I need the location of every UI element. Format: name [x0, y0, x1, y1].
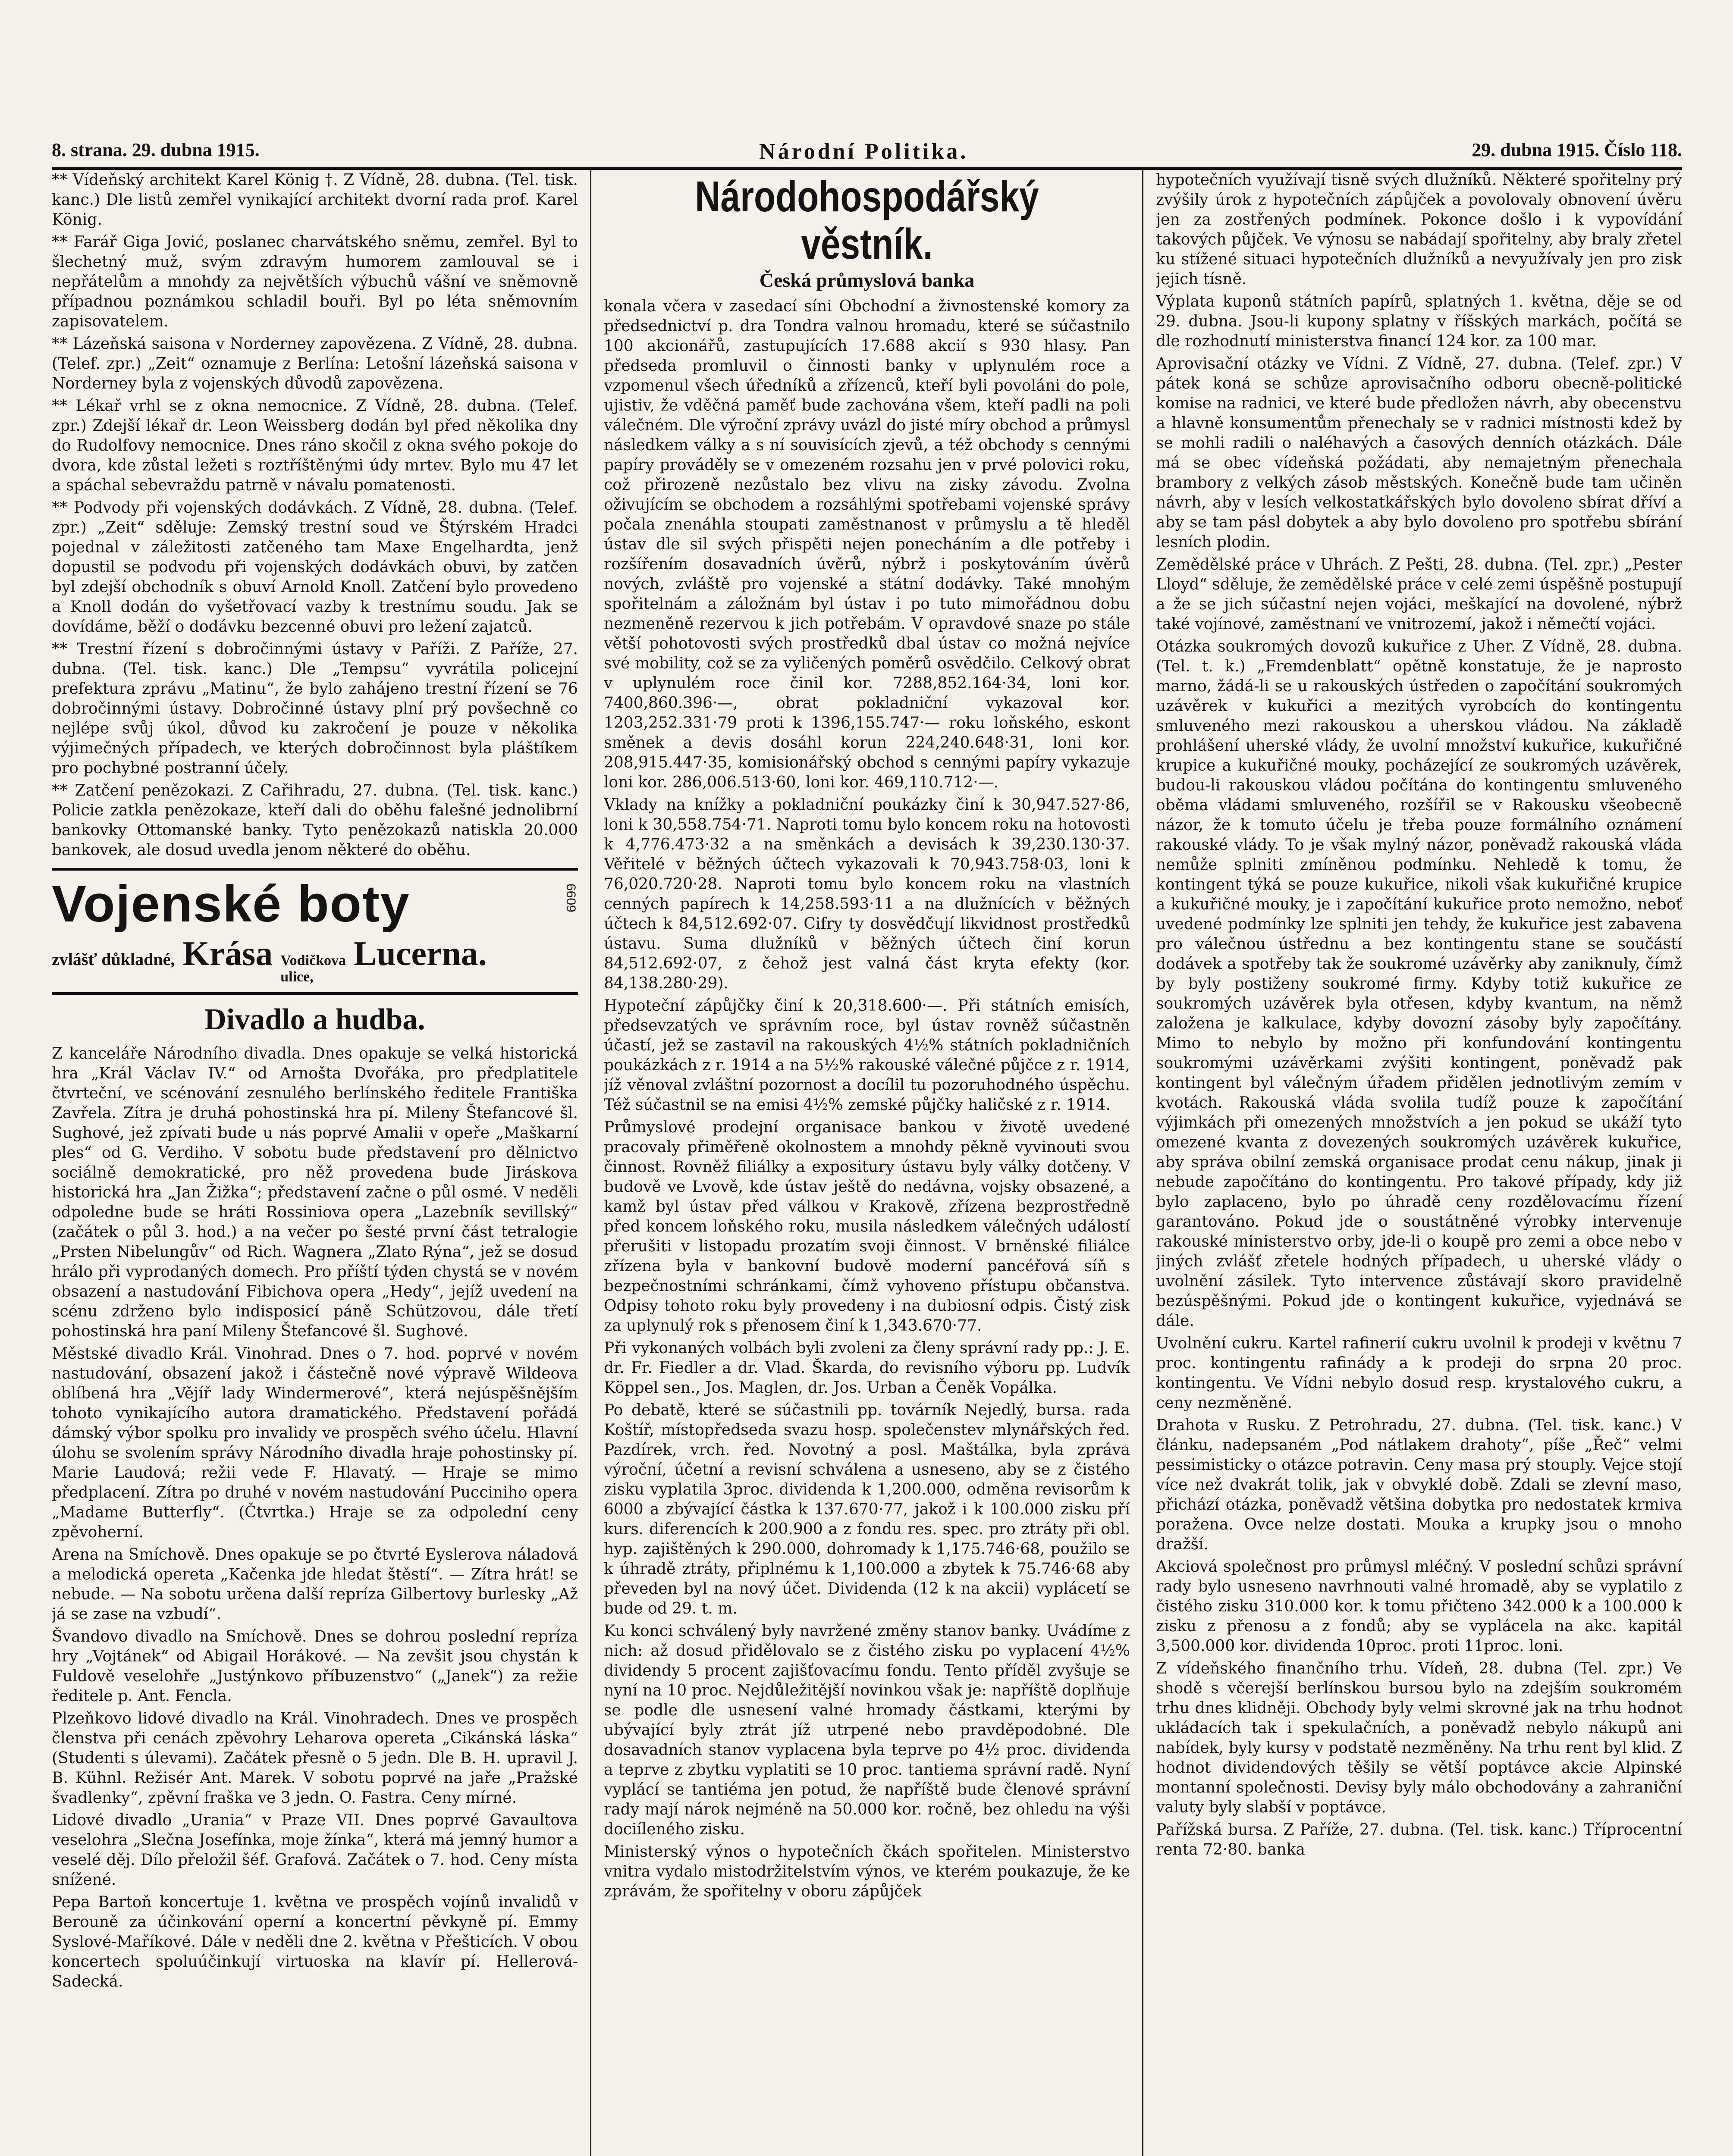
news-item: Otázka soukromých dovozů kukuřice z Uher. Z Vídně, 28. dubna. (Tel. t. k.) „Fremdenblatt“ opětně konstatuje, že je naprosto marno, žádá-li se u rakouských ústředen o započítání soukromých uzávěrek v kukuřici a mezitých vyrobcích do kontingentu smluveného mezi rakouskou a uherskou vládou. Na základě prohlášení uherské vlády, že uvolní množství kukuřice, kukuřičné krupice a kukuřičné mouky, pocházející ze soukromých uzávěrek, budou-li rakouskou vládou počítána do kontingentu smluveného oběma vládami smluveného, rozšířil se v Rakousku všeobecně názor, že k tomuto účelu je třeba pouze formálního oznámení rakouské vlády. To je však mylný názor, poněvadž rakouská vláda nemůže splniti zmíněnou podmínku. Nehledě k tomu, že kontingent týká se pouze kukuřice, nikoli však kukuřičné krupice a kukuřičné mouky, je i započítání kukuřice proto nemožno, neboť uvedené podmínky lze splniti jen tehdy, že kukuřice jest zabavena pro válečnou ústřednu a bez kontingentu stane se součástí dodávek a spotřeby tak že soukromé uzávěrky aby zaniknuly, čímž by byly postiženy soukromé firmy. Kdyby totiž kukuřice ze soukromých uzávěrek byla otřesen, kdyby kvantum, na němž založena je kalkulace, kdyby dovozní zásoby byly započítány. Mimo to nebylo by možno při konfundování kontingentu soukromými uzávěrkami zvýšiti kontingent, poněvadž pak kontingent byl válečným úřadem přidělen jednotlivým zemím v kvotách. Rakouská vláda svolila tudíž pouze k započítání výjimkách při omezených množstvích a jen pokud se ukáží tyto omezené kvanta z dovezených soukromých uzávěrek kukuřice, aby správa obilní zemská organisace prodat cenu nákup, jinak ji nebude započítáno do kontingentu. Pro takové případy, kdy již bylo zaplaceno, bylo po úhradě ceny rozdělovacímu řízení garantováno. Pokud jde o soustátněné výrobky intervenuje rakouské ministerstvo orby, jde-li o koupě pro zemi a obce nebo v jiných zvlášť zřetele hodných případech, u uherské vlády o uvolnění zásilek. Tyto intervence zůstávají skoro pravidelně bezúspěšnými. Pokud jde o kontingent kukuřice, vyjednává se dále. [1156, 638, 1682, 1330]
header-issue-number: 29. dubna 1915. Číslo 118. [1472, 139, 1682, 160]
ad-brand: Krása [182, 935, 273, 973]
article-paragraph: konala včera v zasedací síni Obchodní a živnostenské komory za předsednictví p. dra Tondra valnou hromadu, které se súčastnilo 100 akcionářů, zastupujících 17.688 akcií s 930 hlasy. Pan předseda promluvil o činnosti banky v uplynulém roce a vzpomenul všech úředníků a zřízenců, kteří byli povoláni do pole, ujistiv, že vděčná paměť bude zachována všem, kteří padli na poli válečném. Dle výroční zprávy uvázl do jisté míry obchod a průmysl následkem války a s ní souvisících zjevů, a též obchody s cennými papíry prováděly se v omezeném rozsahu jen v prvé polovici roku, což přirozeně nezůstalo bez vlivu na zisky závodu. Zvolna oživujícím se obchodem a rozsáhlými spotřebami vojenské správy počala znenáhla stoupati zaměstnanost v průmyslu a tě hleděl ústav dle sil svých přispěti nejen ponecháním a dle potřeby i rozšířením dosavadních úvěrů, nýbrž i poskytováním úvěrů nových, zvláště pro vojenské a státní dodávky. Také mnohým spořitelnám a záložnám byl ústav i po tuto mimořádnou dobu nezmeněně rezervou k jich potřebám. V opravdové snaze po stále větší pohotovosti svých prostředků dbal ústav co možná nejvíce své mobility, což se za vyličených poměrů osvědčilo. Celkový obrat v uplynulém roce činil kor. 7288,852.164·34, loni kor. 7400,860.396·—, obrat pokladniční vykazoval kor. 1203,252.331·79 proti k 1396,155.747·— roku loňského, eskont směnek a devis dosáhl korun 224,240.648·31, loni kor. 208,915.447·35, komisionářský obchod s cennými papíry vykazuje loni kor. 286,006.513·60, loni kor. 469,110.712·—. [604, 298, 1130, 791]
news-item: ** Farář Giga Jović, poslanec charvátského sněmu, zemřel. Byl to šlechetný muž, svým zdravým humorem zamlouval se i nepřátelům a mnohdy za největších výbuchů vášní ve sněmovně případnou poznámkou schladil bouři. Byl po léta sněmovním zapisovatelem. [52, 233, 578, 330]
article-paragraph: Průmyslové prodejní organisace bankou v životě uvedené pracovaly přiměřeně okolnostem a mnohdy pěkně vyvinouti svou činnost. Rovněž filiálky a expositury ústavu byly války dotčeny. V budově ve Lvově, kde ústav ještě do nedávna, vojsky obsazené, a kamž byl ústav před válkou v Krakově, zřízena bezprostředně před koncem loňského roku, musila následkem válečných událostí přerušiti v listopadu prozatím svoji činnost. V brněnské filiálce zřízena byla v bankovní budově moderní pancéřová síň s bezpečnostními schránkami, čímž vyhoveno přístupu občanstva. Odpisy tohoto roku byly provedeny i na dubiosní odpis. Čistý zisk za uplynulý rok s přenosem činí k 1,343.670·77. [604, 1119, 1130, 1335]
article-paragraph: Po debatě, které se súčastnili pp. továrník Nejedlý, bursa. rada Koštíř, místopředseda svazu hosp. společenstev mlynářských řed. Pazdírek, vrch. řed. Novotný a posl. Maštálka, byla zpráva výroční, účetní a revisní schválena a usneseno, aby se z čistého zisku vyplatila 3proc. dividenda k 1,200.000, odměna revisorům k 6000 a zbývající částka k 137.670·77, jakož i k 100.000 zisku pří kurs. diferencích k 200.900 a z fondu res. spec. pro ztráty při obl. hyp. zajištěných k 290.000, dohromady k 1,175.746·68, použilo se k úhradě ztráty, připlnému k 1,100.000 a zbytek k 75.746·68 aby převeden byl na nový účet. Dividenda (12 k na akcii) vyplácetí se bude od 29. t. m. [604, 1401, 1130, 1617]
theatre-item: Plzeňkovo lidové divadlo na Král. Vinohradech. Dnes ve prospěch členstva při cenách zpěvohry Leharova opereta „Cikánská láska“ (Studenti s úlevami). Začátek přesně o 5 jedn. Dle B. H. upravil J. B. Kühnl. Režisér Ant. Marek. V sobotu poprvé na jaře „Pražské švadlenky“, zpěvní fraška ve 3 jedn. O. Fastra. Ceny mírné. [52, 1710, 578, 1807]
news-item: Uvolnění cukru. Kartel rafinerií cukru uvolnil k prodeji v květnu 7 proc. kontingentu rafinády a k prodeji do srpna 20 proc. kontingentu. Ve Vídni nebylo dosud resp. krystalového cukru, a ceny nezměněné. [1156, 1335, 1682, 1412]
ad-title: Vojenské boty [52, 875, 410, 933]
theatre-item: Městské divadlo Král. Vinohrad. Dnes o 7. hod. poprvé v novém nastudování, obsazení jakož i částečně nové výpravě Wildeova oblíbená hra „Vějíř lady Windermerové“, která nejúspěšnějším tohoto vynikajícího autora dramatického. Představení pořádá dámský výbor spolku pro invalidy ve prospěch svého účelu. Hlavní úlohu se svolením správy Národního divadla hraje pohostinsky pí. Marie Laudová; režii vede F. Hlavatý. — Hraje se mimo předplacení. Zítra po druhé v novém nastudování Pucciniho opera „Madame Butterfly“. (Čtvrtka.) Hraje se za odpolední ceny zpěvoherní. [52, 1345, 578, 1541]
header-page-date: 8. strana. 29. dubna 1915. [52, 139, 260, 160]
ad-street: Vodičkova ulice, [280, 953, 346, 985]
news-item: ** Lékař vrhl se z okna nemocnice. Z Vídně, 28. dubna. (Telef. zpr.) Zdejší lékař dr. Leon Weissberg dodán byl před několika dny do Rudolfovy nemocnice. Dnes ráno skočil z okna svého pokoje do dvora, kde zůstal ležeti s roztříštěnými údy mrtev. Bylo mu 47 let a spáchal sebevraždu patrně v návalu pomatenosti. [52, 397, 578, 494]
news-item: Pařížská bursa. Z Paříže, 27. dubna. (Tel. tisk. kanc.) Tříprocentní renta 72·80. banka [1156, 1821, 1682, 1858]
column-separator [590, 170, 591, 2156]
ad-code: 6609 [564, 884, 578, 912]
theatre-item: Z kanceláře Národního divadla. Dnes opakuje se velká historická hra „Král Václav IV.“ od Arnošta Dvořáka, pro předplatitele čtvrteční, ve scénování zesnulého berlínského ředitele Františka Zavřela. Zítra je druhá pohostinská hra pí. Mileny Štefancové šl. Sughové, jež zpívati bude u nás poprvé Amalii v opeře „Maškarní ples“ od G. Verdiho. V sobotu bude představení pro dělnictvo sociálně demokratické, pro něž provedena bude Jiráskova historická hra „Jan Žižka“; představení začne o půl osmé. V neděli odpoledne bude se hráti Rossiniova opera „Lazebník sevillský“ (začátek o půl 3. hod.) a na večer po šesté první část tetralogie „Prsten Nibelungův“ od Rich. Wagnera „Zlato Rýna“, jež se dosud hrálo při vyprodaných domech. Pro příští týden chystá se v novém obsazení a nastudování Fibichova opera „Hedy“, jejíž uvedení na scénu zdrženo bylo indisposicí páně Schützovou, dále třetí pohostinská hra paní Mileny Štefancové šl. Sughové. [52, 1045, 578, 1340]
article-paragraph: Při vykonaných volbách byli zvoleni za členy správní rady pp.: J. E. dr. Fr. Fiedler a dr. Vlad. Škarda, do revisního výboru pp. Ludvík Köppel sen., Jos. Maglen, dr. Jos. Urban a Čeněk Vopálka. [604, 1339, 1130, 1397]
column-2 [604, 170, 1130, 2156]
column-1 [52, 170, 578, 2156]
news-item: Akciová společnost pro průmysl mléčný. V poslední schůzi správní rady bylo usneseno navrhnouti valné hromadě, aby se vyplatilo z čistého zisku 310.000 kor. k tomu přičteno 342.000 k a 100.000 k zisku z přenosu a z fondů; aby se vyplácela na akc. kapitál 3,500.000 kor. dividenda 10proc. proti 11proc. loni. [1156, 1558, 1682, 1655]
news-item: ** Podvody při vojenských dodávkách. Z Vídně, 28. dubna. (Telef. zpr.) „Zeit“ sděluje: Zemský trestní soud ve Štýrském Hradci pojednal v záležitosti zatčeného tam Maxe Engelhardta, jenž dopustil se podvodu při vojenských dodávkách obuvi, by zatčen byl zdejší obchodník s obuví Arnold Knoll. Zatčení bylo provedeno a Knoll dodán do vyšetřovací vazby k trestnímu soudu. Jak se dovídáme, běží o dodávku bezcenné obuvi pro ležení zajatců. [52, 499, 578, 636]
theatre-item: Pepa Bartoň koncertuje 1. května ve prospěch vojínů invalidů v Berouně za účinkování operní a koncertní pěvkyně pí. Emmy Syslové-Maříkové. Dále v neděli dne 2. května v Přešticích. V obou koncertech spoluúčinkují virtuoska na klavír pí. Hellerová-Sadecká. [52, 1893, 578, 1990]
article-paragraph: Ku konci schválený byly navržené změny stanov banky. Uvádíme z nich: až dosud přidělovalo se z čistého zisku po vyplacení 4½% dividendy 5 procent zajišťovacímu fondu. Tento příděl zvyšuje se nyní na 10 proc. Nejdůležitější novinkou však je: napříště doplňuje se podle dle usnesení valné hromady částkami, kterými by ubývající byly ztrát jíž utrpené nebo pravděpodobné. Dle dosavadních stanov vyplacena byla teprve po 4½ proc. dividenda a teprve z zbytku vyplatiti se 10 proc. tantiema správní radě. Nyní vyplácí se tantiéma jen potud, že napříště bude členové správní rady mají nárok nejméně na 50.000 kor. ročně, bez ohledu na výši dociíleného zisku. [604, 1622, 1130, 1838]
theatre-item: Švandovo divadlo na Smíchově. Dnes se dohrou poslední repríza hry „Vojtánek“ od Abigail Horákové. — Na zevšit jsou chystán k Fuldově veselohře „Justýnkovo příbuzenstvo“ („Janek“) za režie ředitele p. Ant. Fencla. [52, 1628, 578, 1705]
article-paragraph: Ministerský výnos o hypotečních čkách spořitelen. Ministerstvo vnitra vydalo mistodržitelstvím výnos, ve kterém poukazuje, že ke zprávám, že spořitelny v oboru zápůjček [604, 1843, 1130, 1900]
news-item: Aprovisační otázky ve Vídni. Z Vídně, 27. dubna. (Telef. zpr.) V pátek koná se schůze aprovisačního odboru obecně-politické komise na radnici, ve které bude předložen návrh, aby obecenstvu a hlavně konsumentům přenechaly se v radnici místnosti kdež by se mohli radili o naléhavých a časových denních otázkách. Dále má se obec vídeňská požádati, aby nemajetným přenechala brambory z velkých zásob městských. Konečně bude tam učiněn návrh, aby v lesích velkostatkářských bylo dovoleno sbírat dříví a aby se tam pásl dobytek a aby bylo dovoleno pro spotřebu sbírání lesních plodin. [1156, 355, 1682, 551]
ad-address [52, 934, 578, 985]
advertisement-boots [52, 868, 578, 995]
column-separator [1142, 170, 1143, 2156]
article-heading-bank: Česká průmyslová banka [759, 269, 975, 291]
news-item: Drahota v Rusku. Z Petrohradu, 27. dubna. (Tel. tisk. kanc.) V článku, nadepsaném „Pod nátlakem drahoty“, píše „Řeč“ velmi pessimisticky o otázce potravin. Ceny masa prý stouply. Vejce stojí více než dvakrát tolik, jak v obvyklé době. Zdali se zlevní maso, přichází otázka, poněvadž většina dobytka pro nedostatek krmiva poražena. Ovce nelze dostati. Mouka a krupky jsou o mnoho dražší. [1156, 1416, 1682, 1553]
page-header [52, 137, 1682, 170]
theatre-item: Arena na Smíchově. Dnes opakuje se po čtvrté Eyslerova náladová a melodická opereta „Kačenka jde hledat štěstí“. — Zítra hrát! se nebude. — Na sobotu určena další repríza Gilbertovy burlesky „Až já se zase na vzbudí“. [52, 1546, 578, 1623]
ad-prefix: zvlášť důkladné, [52, 950, 175, 969]
news-item: ** Trestní řízení s dobročinnými ústavy v Paříži. Z Paříže, 27. dubna. (Tel. tisk. kanc.) Dle „Tempsu“ vyvrátila policejní prefektura zprávu „Matinu“, že bylo zahájeno trestní řízení se 76 dobročinnými ústavy. Dobročinné ústavy plní prý povšechně co nejlépe svůj úkol, důvod ku zakročení je pouze v několika výjimečných případech, ve kterých dobročinnost byla pláštíkem pro pochybné postranní účely. [52, 640, 578, 777]
article-paragraph: Vklady na knížky a pokladniční poukázky činí k 30,947.527·86, loni k 30,558.754·71. Naproti tomu bylo koncem roku na hotovosti k 4,776.473·32 a na směnkách a devisách k 39,230.130·37. Věřitelé v běžných účtech vykazovali k 70,943.758·03, loni k 76,020.720·28. Naproti tomu bylo koncem roku na vlastních cenných papírech k 14,258.593·11 a na dlužnících v běžných účtech k 84,512.692·07. Cifry ty dosvědčují likvidnost prostředků ústavu. Suma dlužníků v běžných účtech činí korun 84,512.692·07, z čehož jest valná část kryta efekty (kor. 84,138.280·29). [604, 796, 1130, 992]
news-item: Výplata kuponů státních papírů, splatných 1. května, děje se od 29. dubna. Jsou-li kupony splatny v říšských markách, počítá se dle rozhodnutí ministerstva financí 124 kor. za 100 mar. [1156, 293, 1682, 350]
section-title-economy: Národohospodářský věstník. [695, 172, 1039, 268]
ad-building: Lucerna. [354, 935, 487, 973]
news-item: ** Zatčení penězokazi. Z Cařihradu, 27. dubna. (Tel. tisk. kanc.) Policie zatkla penězokaze, kteří dali do oběhu falešné jednolibrní bankovky Ottomanské banky. Tyto penězokazů natiskla 20.000 bankovek, ale dosud uvedla jenom některé do oběhu. [52, 782, 578, 859]
theatre-item: Lidové divadlo „Urania“ v Praze VII. Dnes poprvé Gavaultova veselohra „Slečna Josefínka, moje žínka“, která má jemný humor a veselé děj. Dílo přeložil šéf. Grafová. Začátek o 7. hod. Ceny místa snížené. [52, 1811, 578, 1889]
news-item: hypotečních využívají tisně svých dlužníků. Některé spořitelny prý zvýšily úrok z hypotečních zápůjček a povolovaly obnovení úvěru jen za zostřených podmínek. Pokonce došlo i k vypovídání takových půjček. Ve výnosu se nabádají spořitelny, aby braly zřetel ku stížené situaci hypotečních dlužníků a nevyužívaly jen pro zisk jejich tísně. [1156, 171, 1682, 288]
masthead-title: Národní Politika. [759, 139, 969, 164]
news-item: Zemědělské práce v Uhrách. Z Pešti, 28. dubna. (Tel. zpr.) „Pester Lloyd“ sděluje, že zemědělské práce v celé zemi úspěšně postupují a že se jich súčastní nejen vojáci, meškající na dovolené, nýbrž také vojínové, zaměstnaní ve vnitrozemí, jakož i němečtí vojáci. [1156, 556, 1682, 633]
section-title-theatre: Divadlo a hudba. [204, 1003, 425, 1036]
news-item: ** Lázeňská saisona v Norderney zapovězena. Z Vídně, 28. dubna. (Telef. zpr.) „Zeit“ oznamuje z Berlína: Letošní lázeňská saisona v Norderney byla z vojenských důvodů zapovězena. [52, 335, 578, 392]
news-item: ** Vídeňský architekt Karel König †. Z Vídně, 28. dubna. (Tel. tisk. kanc.) Dle listů zemřel vynikající architekt dvorní rada prof. Karel König. [52, 171, 578, 229]
column-3 [1156, 170, 1682, 2156]
article-paragraph: Hypoteční zápůjčky činí k 20,318.600·—. Při státních emisích, předsevzatých ve správním roce, byl ústav rovněž súčastněn účastí, jež se zastavil na rakouských 4½% státních pokladničních poukázkách z r. 1914 a na 5½% rakouské válečné půjčce z r. 1914, jíž věnoval zvláštní pozornost a docílil tu pozoruhodného úspěchu. Též súčastnil se na emisi 4½% zemské půjčky haličské z r. 1914. [604, 997, 1130, 1114]
news-item: Z vídeňského finančního trhu. Vídeň, 28. dubna (Tel. zpr.) Ve shodě s včerejší berlínskou bursou bylo na zdejším soukromém trhu dnes klidněji. Obchody byly velmi skrovné jak na trhu hodnot ukládacích tak i spekulačních, a poněvadž nebylo nákupů ani nabídek, byly kursy v podstatě nezměněny. Na trhu rent byl klid. Z hodnot dividendových těšily se větší poptávce akcie Alpinské montanní společnosti. Devisy byly málo obchodovány a zahraniční valuty byly slabší v poptávce. [1156, 1660, 1682, 1816]
